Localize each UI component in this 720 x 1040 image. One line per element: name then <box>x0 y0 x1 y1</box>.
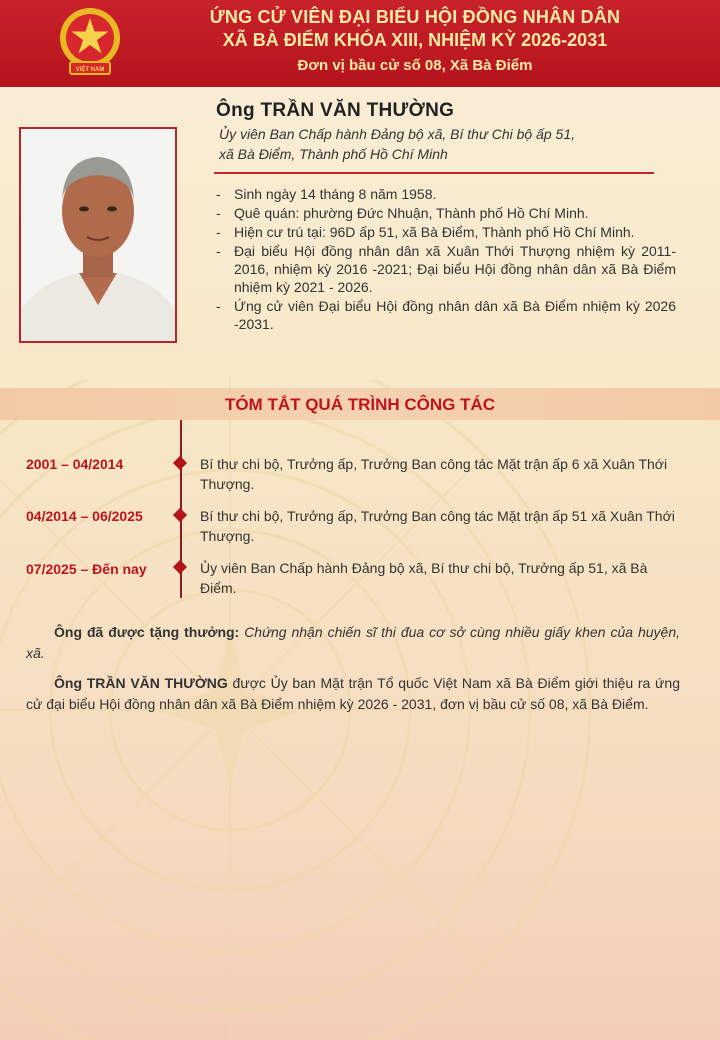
bullet-dash: - <box>216 186 221 202</box>
bio-text: Hiện cư trú tại: 96D ấp 51, xã Bà Điểm, Thành phố Hồ Chí Minh. <box>234 224 635 240</box>
national-emblem-icon <box>58 4 122 82</box>
emblem-text: VIỆT NAM <box>75 67 105 73</box>
bullet-dash: - <box>216 224 221 240</box>
timeline-text: Bí thư chi bộ, Trưởng ấp, Trưởng Ban công tác Mặt trận ấp 6 xã Xuân Thới Thượng. <box>200 456 668 492</box>
bullet-dash: - <box>216 298 221 314</box>
bio-item <box>216 204 676 222</box>
name-divider <box>214 172 654 174</box>
portrait-illustration <box>21 129 175 341</box>
timeline-date: 2001 – 04/2014 <box>26 456 124 472</box>
timeline-text: Bí thư chi bộ, Trưởng ấp, Trưởng Ban công tác Mặt trận ấp 51 xã Xuân Thới Thượng. <box>200 508 675 544</box>
header-subtitle: Đơn vị bầu cử số 08, Xã Bà Điểm <box>297 57 533 74</box>
bio-item <box>216 297 676 333</box>
bio-item <box>216 223 676 241</box>
bio-item <box>216 242 676 296</box>
bullet-dash: - <box>216 205 221 221</box>
header-banner <box>0 0 720 87</box>
awards-label: Ông đã được tặng thưởng: <box>54 624 240 640</box>
awards-text: Chứng nhận chiến sĩ thi đua cơ sở cùng nhiều giấy khen của huyện, xã. <box>26 624 681 661</box>
candidate-name: Ông TRẦN VĂN THƯỜNG <box>216 100 455 121</box>
bio-text: Quê quán: phường Đức Nhuận, Thành phố Hồ Chí Minh. <box>234 205 589 221</box>
timeline-date: 04/2014 – 06/2025 <box>26 508 143 524</box>
bio-list <box>216 185 676 333</box>
header-title-line1: ỨNG CỬ VIÊN ĐẠI BIỂU HỘI ĐỒNG NHÂN DÂN <box>209 7 621 27</box>
candidate-title-line2: xã Bà Điểm, Thành phố Hồ Chí Minh <box>219 146 448 162</box>
closing-name: Ông TRẦN VĂN THƯỜNG <box>54 675 228 691</box>
bullet-dash: - <box>216 243 221 259</box>
career-section-title: TÓM TẮT QUÁ TRÌNH CÔNG TÁC <box>224 395 496 414</box>
candidate-title-line1: Ủy viên Ban Chấp hành Đảng bộ xã, Bí thư Chi bộ ấp 51, <box>219 126 575 142</box>
closing-paragraph <box>26 673 680 715</box>
bio-text: Đại biểu Hội đồng nhân dân xã Xuân Thới Thượng nhiệm kỳ 2011-2016, nhiệm kỳ 2016 -2021; Đại biểu Hội đồng nhân dân xã Bà Điểm nhiệm kỳ 2021 - 2026. <box>234 243 676 295</box>
bio-text: Sinh ngày 14 tháng 8 năm 1958. <box>234 186 437 202</box>
timeline-text: Ủy viên Ban Chấp hành Đảng bộ xã, Bí thư chi bộ, Trưởng ấp 51, xã Bà Điểm. <box>200 560 648 596</box>
awards-paragraph <box>26 622 680 664</box>
timeline-date: 07/2025 – Đến nay <box>26 561 147 577</box>
closing-text: được Ủy ban Mặt trận Tổ quốc Việt Nam xã Bà Điểm giới thiệu ra ứng cử đại biểu Hội đồng nhân dân xã Bà Điểm nhiệm kỳ 2026 - 2031, đơn vị bầu cử số 08, xã Bà Điểm. <box>26 675 680 712</box>
bio-item <box>216 185 676 203</box>
bio-text: Ứng cử viên Đại biểu Hội đồng nhân dân xã Bà Điểm nhiệm kỳ 2026 -2031. <box>234 298 676 332</box>
candidate-portrait <box>19 127 177 343</box>
header-title-line2: XÃ BÀ ĐIỂM KHÓA XIII, NHIỆM KỲ 2026-2031 <box>222 30 608 50</box>
